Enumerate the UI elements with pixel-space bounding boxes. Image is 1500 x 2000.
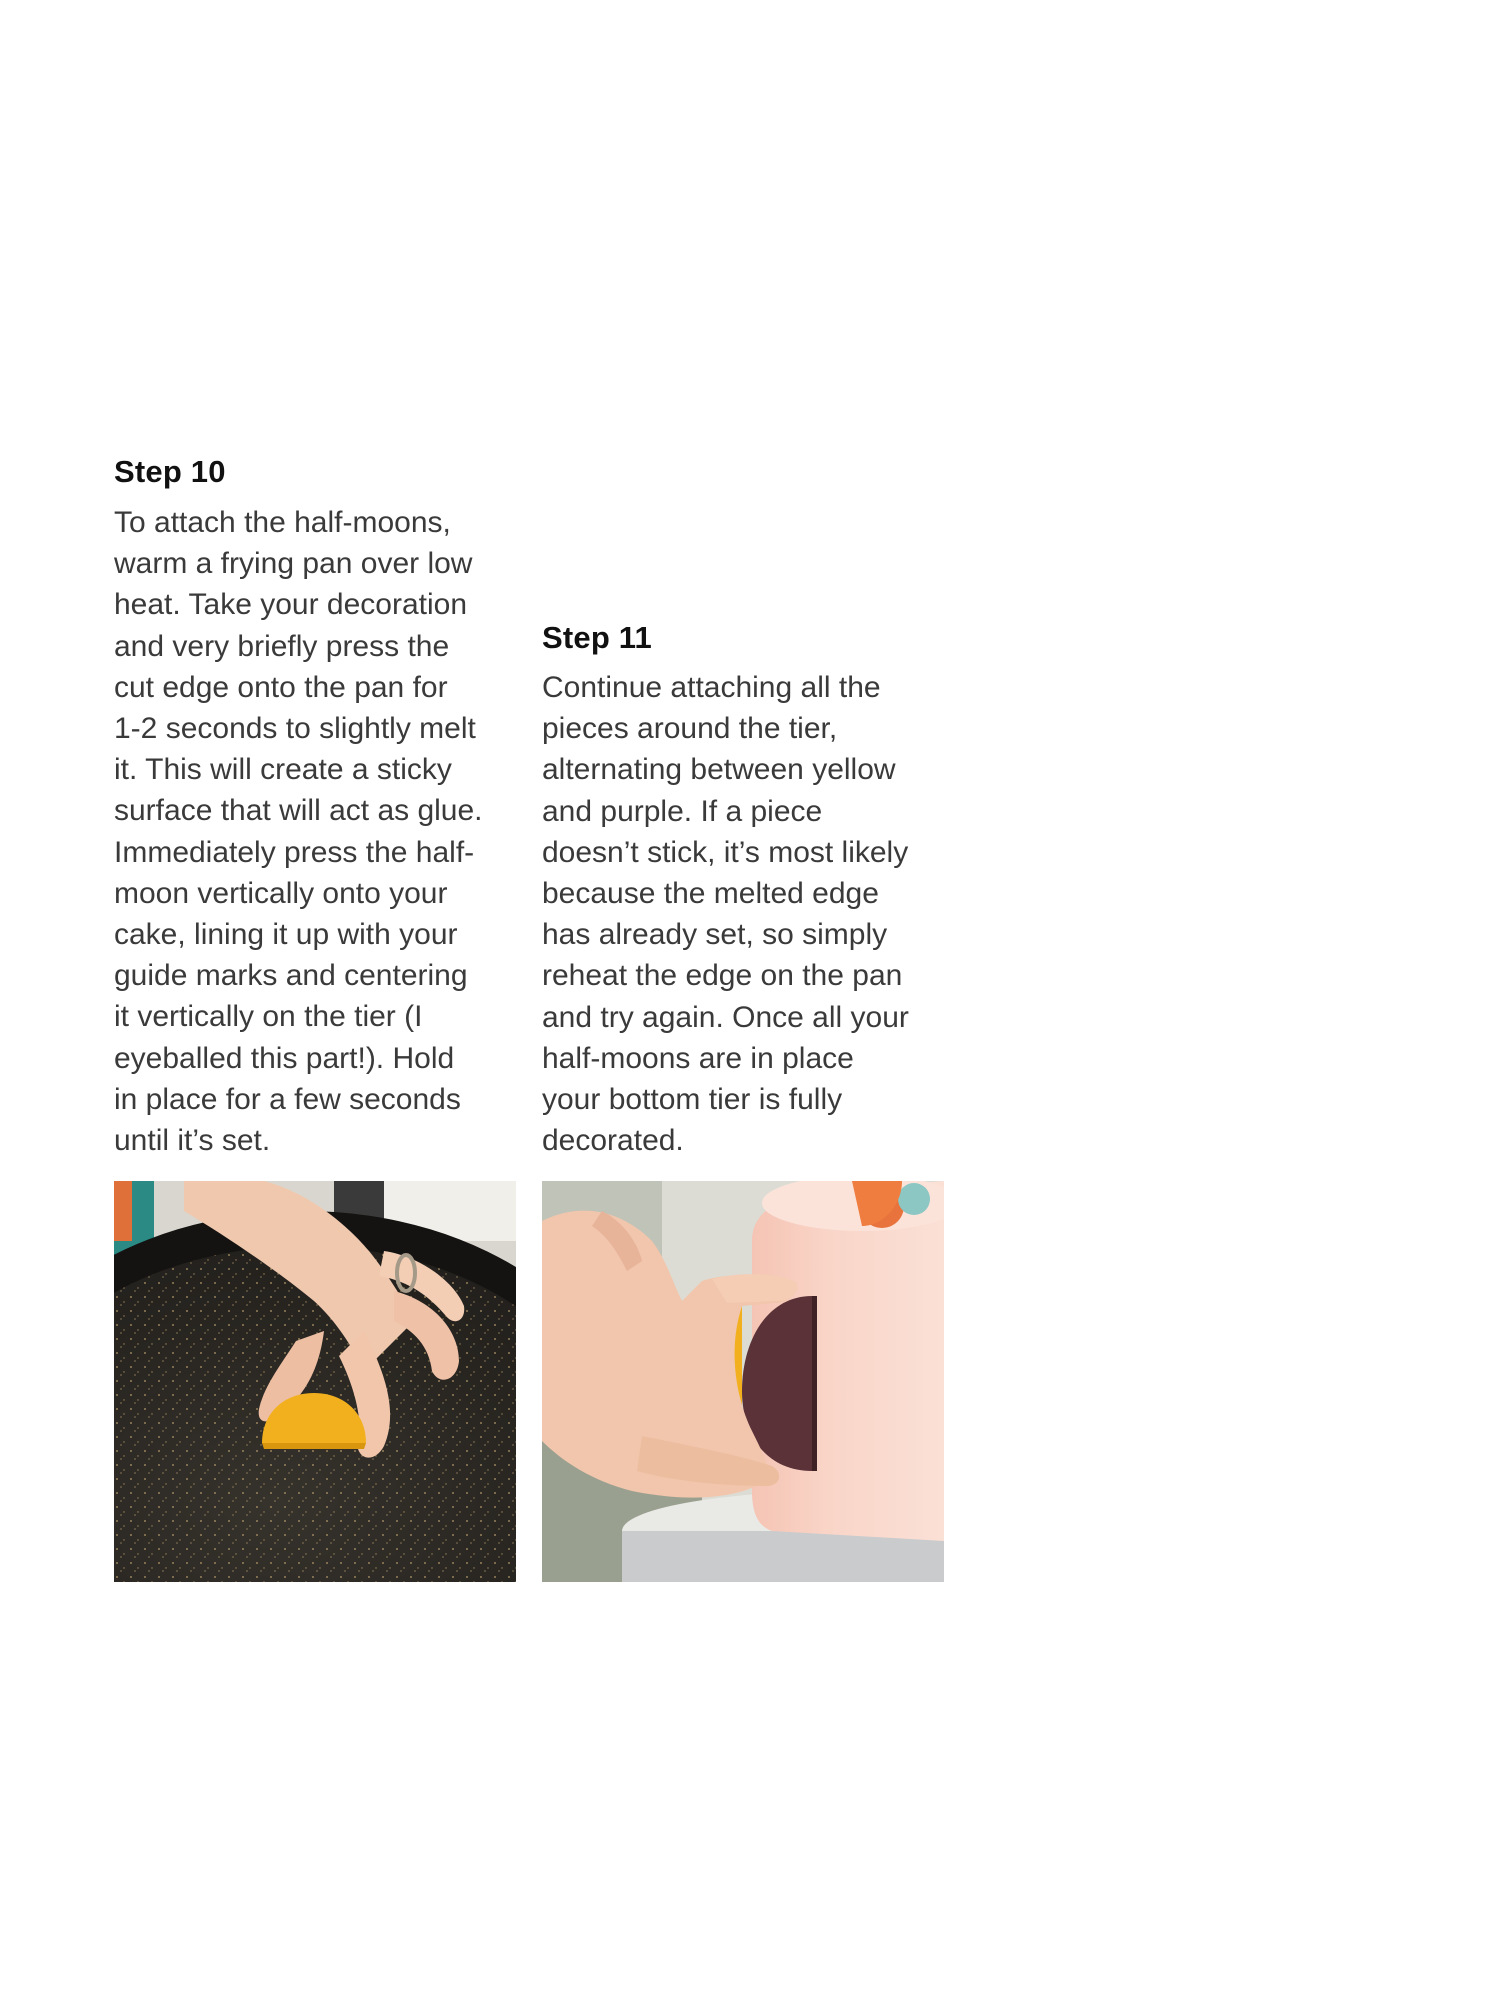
text-line: Continue attaching all the bbox=[542, 671, 881, 704]
text-line: eyeballed this part!). Hold bbox=[114, 1041, 455, 1075]
text-line: cut edge onto the pan for bbox=[114, 670, 448, 704]
text-line: it. This will create a sticky bbox=[114, 753, 452, 787]
text-line: guide marks and centering bbox=[114, 959, 468, 993]
text-line: your bottom tier is fully bbox=[542, 1083, 843, 1117]
text-line: because the melted edge bbox=[542, 877, 879, 911]
step-11-text bbox=[542, 667, 942, 1161]
hand-attaching-half-moon-to-cake-icon bbox=[542, 1181, 944, 1582]
hand-pressing-half-moon-on-pan-icon bbox=[114, 1181, 516, 1582]
step-10-text bbox=[114, 502, 514, 1161]
step-10-photo bbox=[114, 1181, 516, 1582]
text-line: warm a frying pan over low bbox=[114, 547, 473, 581]
text-line: 1-2 seconds to slightly melt bbox=[114, 712, 476, 746]
text-line: doesn’t stick, it’s most likely bbox=[542, 835, 909, 869]
text-line: until it’s set. bbox=[114, 1124, 271, 1158]
text-line: in place for a few seconds bbox=[114, 1082, 461, 1116]
text-line: Immediately press the half- bbox=[114, 835, 475, 869]
text-line: and purple. If a piece bbox=[542, 794, 823, 828]
step-11-photo bbox=[542, 1181, 944, 1582]
text-line: and very briefly press the bbox=[114, 629, 450, 663]
text-line: reheat the edge on the pan bbox=[542, 959, 903, 993]
text-line: cake, lining it up with your bbox=[114, 918, 458, 952]
text-line: moon vertically onto your bbox=[114, 876, 448, 910]
text-line: heat. Take your decoration bbox=[114, 588, 468, 622]
text-line: has already set, so simply bbox=[542, 918, 888, 952]
text-line: pieces around the tier, bbox=[542, 712, 838, 746]
step-10-title: Step 10 bbox=[114, 454, 226, 489]
text-line: it vertically on the tier (I bbox=[114, 1000, 423, 1034]
text-line: decorated. bbox=[542, 1124, 684, 1158]
text-line: To attach the half-moons, bbox=[114, 506, 451, 539]
text-line: and try again. Once all your bbox=[542, 1000, 909, 1034]
text-line: alternating between yellow bbox=[542, 753, 896, 787]
text-line: surface that will act as glue. bbox=[114, 794, 483, 828]
step-11-title: Step 11 bbox=[542, 620, 652, 655]
text-line: half-moons are in place bbox=[542, 1041, 854, 1075]
